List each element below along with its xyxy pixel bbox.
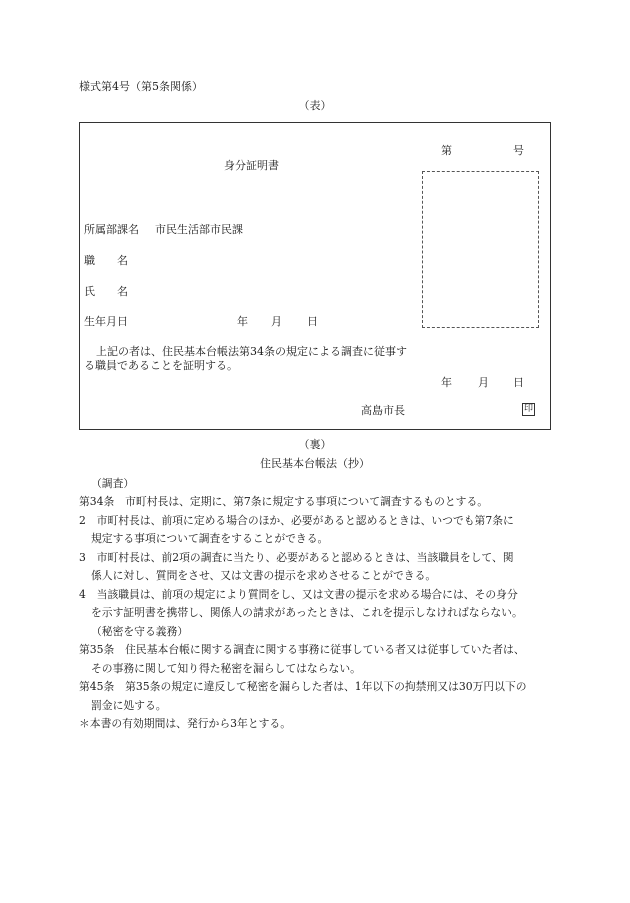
law-line: 3 市町村長は、前2項の調査に当たり、必要があると認めるときは、当該職員をして、関 — [79, 551, 514, 564]
law-line: 係人に対し、質問をさせ、又は文書の提示を求めさせることができる。 — [91, 569, 437, 582]
law-line: （調査） — [91, 477, 135, 490]
birth-day: 日 — [307, 315, 318, 328]
birth-year: 年 — [237, 315, 248, 328]
law-line: 4 当該職員は、前項の規定により質問をし、又は文書の提示を求める場合には、その身分 — [79, 588, 518, 601]
front-label: （表） — [298, 99, 332, 112]
name-label: 氏 名 — [84, 285, 128, 298]
number-dai: 第 — [441, 144, 452, 157]
law-line: 第34条 市町村長は、定期に、第7条に規定する事項について調査するものとする。 — [79, 495, 489, 508]
form-title: 様式第4号（第5条関係） — [79, 80, 203, 93]
law-line: 第45条 第35条の規定に違反して秘密を漏らした者は、1年以下の拘禁刑又は30万円以下の — [79, 680, 527, 693]
law-title: 住民基本台帳法（抄） — [260, 457, 370, 470]
cert-line-1: 上記の者は、住民基本台帳法第34条の規定による調査に従事す — [96, 345, 407, 358]
law-line: 規定する事項について調査をすることができる。 — [91, 532, 329, 545]
photo-area — [422, 171, 539, 328]
law-line: 2 市町村長は、前項に定める場合のほか、必要があると認めるときは、いつでも第7条に — [79, 514, 514, 527]
job-label: 職 名 — [84, 254, 128, 267]
birth-label: 生年月日 — [84, 315, 128, 328]
issue-year: 年 — [441, 376, 452, 389]
law-line: 罰金に処する。 — [91, 699, 167, 712]
law-line: （秘密を守る義務） — [91, 625, 189, 638]
issue-day: 日 — [513, 376, 524, 389]
law-line: 第35条 住民基本台帳に関する調査に関する事務に従事している者又は従事していた者は、 — [79, 643, 525, 656]
issue-month: 月 — [478, 376, 489, 389]
back-label: （裏） — [298, 438, 332, 451]
seal-mark: 印 — [523, 404, 533, 414]
mayor-label: 高島市長 — [361, 404, 405, 417]
card-title: 身分証明書 — [224, 159, 279, 172]
law-line: を示す証明書を携帯し、関係人の請求があったときは、これを提示しなければならない。 — [91, 606, 523, 619]
dept-value: 市民生活部市民課 — [155, 223, 243, 236]
law-line: ＊本書の有効期間は、発行から3年とする。 — [79, 717, 292, 730]
cert-line-2: る職員であることを証明する。 — [84, 359, 238, 372]
birth-month: 月 — [271, 315, 282, 328]
number-go: 号 — [513, 144, 524, 157]
law-line: その事務に関して知り得た秘密を漏らしてはならない。 — [91, 662, 361, 675]
dept-label: 所属部課名 — [84, 223, 139, 236]
